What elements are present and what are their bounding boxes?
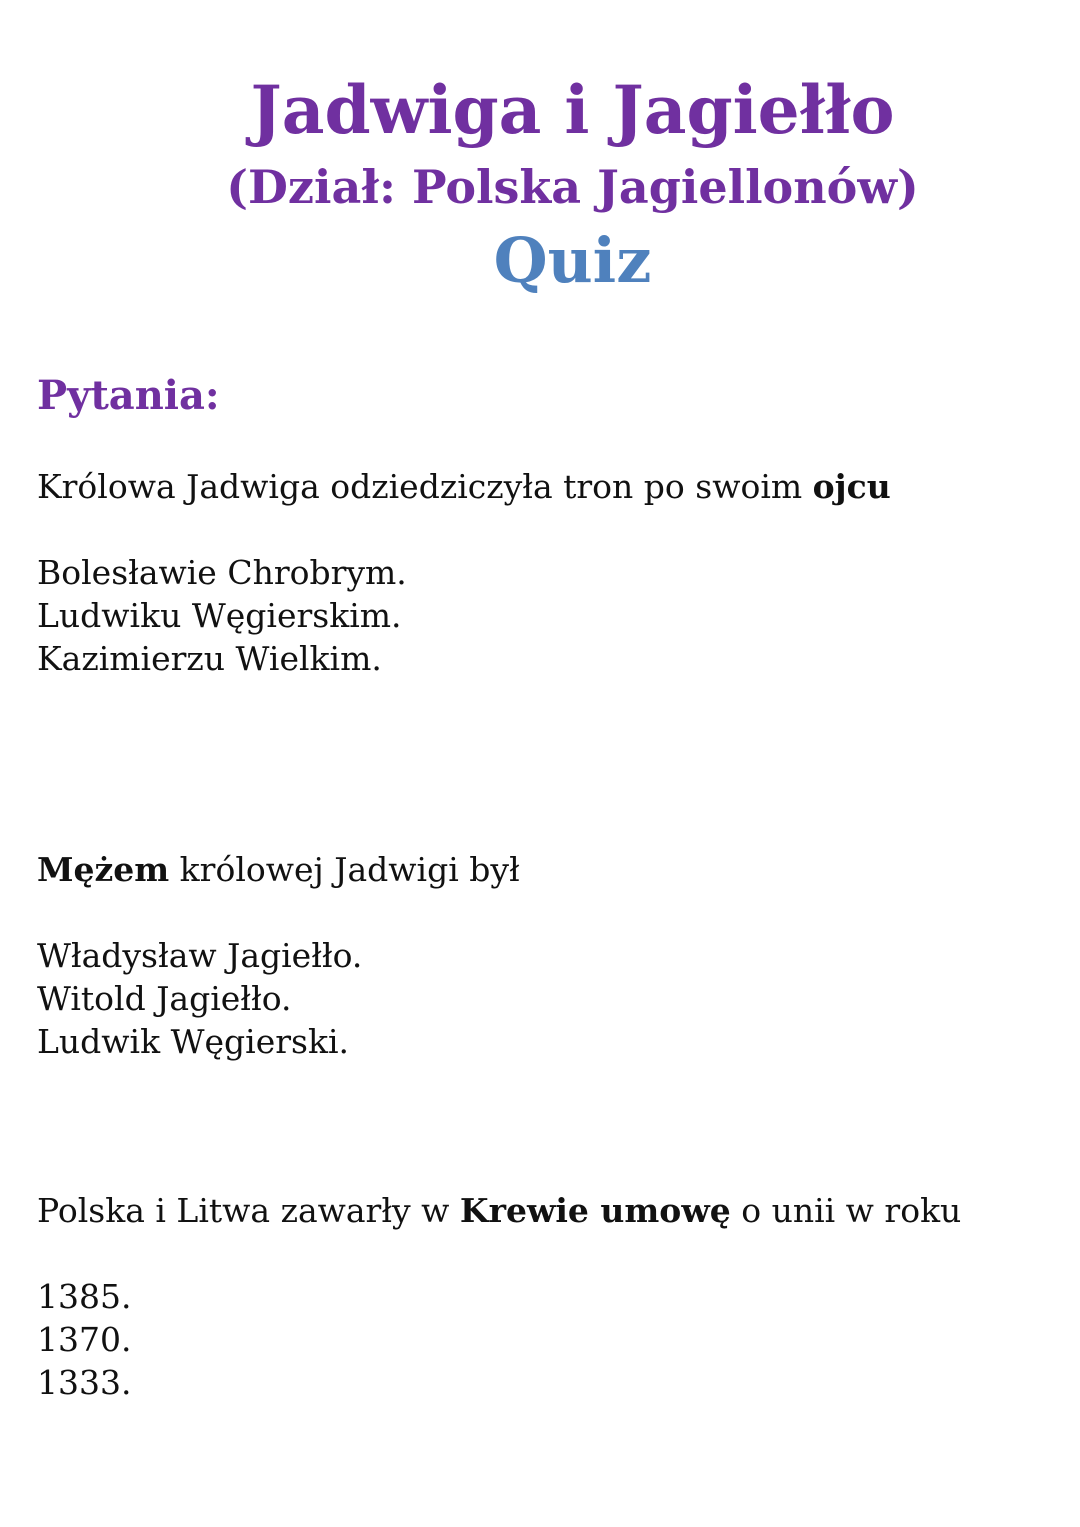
question-1-options — [37, 551, 407, 680]
quiz-title: Jadwiga i Jagiełło — [250, 71, 895, 149]
questions-heading: Pytania: — [37, 372, 220, 419]
question-keyword: Mężem — [37, 850, 170, 889]
question-keyword: Krewie umowę — [459, 1191, 731, 1230]
answer-option[interactable]: Bolesławie Chrobrym. — [37, 553, 407, 592]
question-text: Polska i Litwa zawarły w — [37, 1191, 460, 1230]
answer-option[interactable]: Kazimierzu Wielkim. — [37, 639, 382, 678]
answer-option[interactable]: Władysław Jagiełło. — [37, 936, 363, 975]
answer-option[interactable]: 1385. — [37, 1277, 132, 1316]
answer-option[interactable]: 1370. — [37, 1320, 132, 1359]
question-keyword: ojcu — [812, 467, 891, 506]
answer-option[interactable]: Ludwik Węgierski. — [37, 1022, 349, 1061]
question-1 — [37, 466, 891, 508]
answer-option[interactable]: Witold Jagiełło. — [37, 979, 292, 1018]
question-2-options — [37, 934, 362, 1063]
answer-option[interactable]: Ludwiku Węgierskim. — [37, 596, 402, 635]
question-2 — [37, 849, 520, 891]
question-3-options — [37, 1275, 131, 1404]
question-text: królowej Jadwigi był — [169, 850, 520, 889]
question-3 — [37, 1190, 961, 1232]
answer-option[interactable]: 1333. — [37, 1363, 132, 1402]
question-text: o unii w roku — [730, 1191, 962, 1230]
question-text: Królowa Jadwiga odziedziczyła tron po swoim — [37, 467, 813, 506]
quiz-label: Quiz — [493, 224, 652, 297]
quiz-subtitle: (Dział: Polska Jagiellonów) — [226, 160, 919, 214]
